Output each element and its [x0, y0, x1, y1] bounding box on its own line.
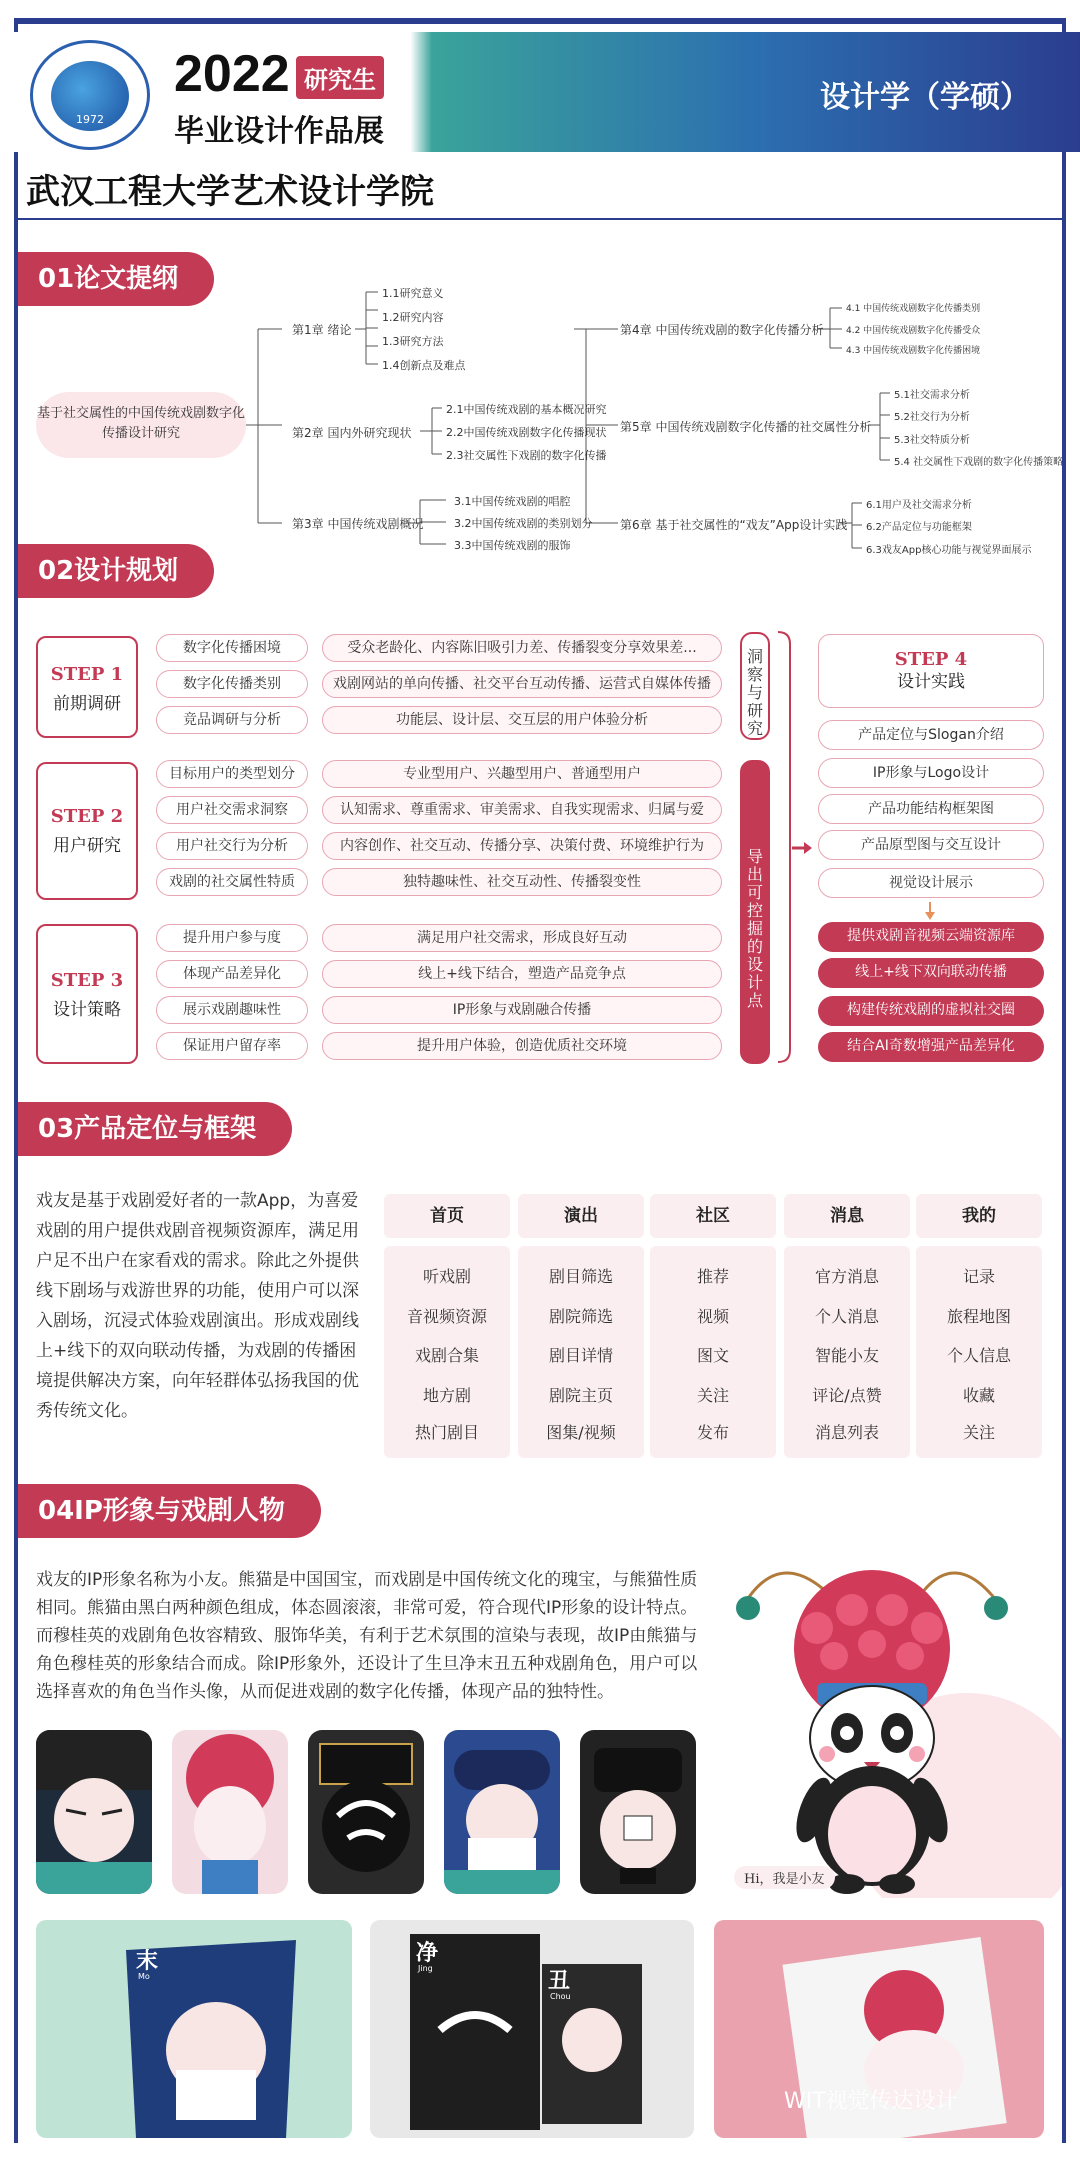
insight-bar: 洞察与研究 [740, 632, 770, 740]
framework-item: 听戏剧 [422, 1267, 471, 1286]
outline-item: 5.4 社交属性下戏剧的数字化传播策略 [894, 457, 1064, 468]
outline-item: 3.3中国传统戏剧的服饰 [454, 539, 571, 552]
framework-item: 剧目筛选 [548, 1267, 613, 1286]
framework-item: 消息列表 [814, 1423, 879, 1442]
framework-item: 地方剧 [422, 1386, 471, 1405]
outline-item: 2.1中国传统戏剧的基本概况研究 [446, 403, 607, 416]
poster-photo-jing-chou: 净 Jing 丑 Chou [370, 1920, 694, 2138]
plan-row-description: 戏剧网站的单向传播、社交平台互动传播、运营式自媒体传播 [322, 670, 722, 698]
framework-item: 个人信息 [946, 1346, 1011, 1365]
section-title-product: 03产品定位与框架 [18, 1102, 292, 1156]
outline-item: 3.1中国传统戏剧的唱腔 [454, 495, 571, 508]
section-title-plan: 02设计规划 [18, 544, 214, 598]
outline-chapter-1: 第1章 绪论 [292, 323, 352, 337]
plan-row-label: 竞品调研与分析 [156, 706, 308, 734]
framework-item: 个人消息 [814, 1307, 879, 1326]
plan-row-label: 用户社交需求洞察 [156, 796, 308, 824]
outline-item: 5.1社交需求分析 [894, 390, 970, 401]
framework-column-header: 消息 [784, 1194, 910, 1238]
outline-root-topic: 基于社交属性的中国传统戏剧数字化传播设计研究 [36, 392, 246, 458]
exhibition-title: 毕业设计作品展 [174, 114, 384, 149]
exhibition-year: 2022 [174, 45, 290, 103]
ip-description: 戏友的IP形象名称为小友。熊猫是中国国宝，而戏剧是中国传统文化的瑰宝，与熊猫性质相同。熊猫由黑白两种颜色组成，体态圆滚滚，非常可爱，符合现代IP形象的设计特点。而穆桂英的戏剧角色妆容精致、服饰华美，有利于艺术氛围的渲染与表现，故IP由熊猫与角色穆桂英的形象结合而成。除IP形象外，还设计了生旦净末丑五种戏剧角色，用户可以选择喜欢的角色当作头像，从而促进戏剧的数字化传播，体现产品的独特性。 [36, 1570, 698, 1702]
framework-item: 剧院主页 [548, 1386, 613, 1405]
outline-item: 2.3社交属性下戏剧的数字化传播 [446, 449, 607, 462]
framework-item: 推荐 [696, 1267, 729, 1286]
practice-item: IP形象与Logo设计 [818, 758, 1044, 788]
character-card-jing [308, 1730, 424, 1894]
outline-item: 4.1 中国传统戏剧数字化传播类别 [846, 304, 981, 314]
plan-row-description: 认知需求、尊重需求、审美需求、自我实现需求、归属与爱 [322, 796, 722, 824]
outcome-item: 线上+线下双向联动传播 [818, 958, 1044, 988]
poster-photo-mo: 末 Mo [36, 1920, 352, 2138]
framework-item: 剧院筛选 [548, 1307, 613, 1326]
framework-item: 官方消息 [814, 1267, 879, 1286]
framework-item: 记录 [962, 1267, 995, 1286]
outline-item: 5.3社交特质分析 [894, 435, 970, 446]
framework-column-header: 首页 [384, 1194, 510, 1238]
graduate-badge: 研究生 [296, 56, 384, 99]
outline-item: 2.2中国传统戏剧数字化传播现状 [446, 426, 607, 439]
outline-item: 6.3戏友App核心功能与视觉界面展示 [866, 545, 1032, 556]
framework-column-header: 社区 [650, 1194, 776, 1238]
plan-row-description: 功能层、设计层、交互层的用户体验分析 [322, 706, 722, 734]
plan-row-label: 用户社交行为分析 [156, 832, 308, 860]
step-3-box: STEP 3 设计策略 [36, 924, 138, 1064]
outline-item: 4.3 中国传统戏剧数字化传播困境 [846, 346, 981, 356]
framework-item: 收藏 [962, 1386, 995, 1405]
outline-item: 1.2研究内容 [382, 311, 444, 324]
framework-item: 戏剧合集 [414, 1346, 479, 1365]
framework-item: 热门剧目 [414, 1423, 479, 1442]
plan-row-description: 专业型用户、兴趣型用户、普通型用户 [322, 760, 722, 788]
major-title: 设计学（学硕） [820, 80, 1030, 115]
plan-row-description: 内容创作、社交互动、传播分享、决策付费、环境维护行为 [322, 832, 722, 860]
framework-column-header: 演出 [518, 1194, 644, 1238]
framework-item: 音视频资源 [406, 1307, 487, 1326]
watermark: WIT视觉传达设计 [784, 2089, 958, 2114]
plan-row-label: 体现产品差异化 [156, 960, 308, 988]
outcome-item: 提供戏剧音视频云端资源库 [818, 922, 1044, 952]
section-title-ip: 04IP形象与戏剧人物 [18, 1484, 321, 1538]
plan-row-label: 展示戏剧趣味性 [156, 996, 308, 1024]
outline-item: 6.1用户及社交需求分析 [866, 500, 972, 511]
plan-row-label: 戏剧的社交属性特质 [156, 868, 308, 896]
section-title-outline: 01论文提纲 [18, 252, 214, 306]
framework-item: 视频 [696, 1307, 729, 1326]
outline-chapter-5: 第5章 中国传统戏剧数字化传播的社交属性分析 [620, 420, 872, 434]
plan-row-label: 数字化传播困境 [156, 634, 308, 662]
step-2-box: STEP 2 用户研究 [36, 762, 138, 900]
outline-chapter-4: 第4章 中国传统戏剧的数字化传播分析 [620, 323, 824, 337]
practice-item: 产品功能结构框架图 [818, 794, 1044, 824]
framework-item: 图集/视频 [546, 1423, 616, 1442]
college-name: 武汉工程大学艺术设计学院 [26, 172, 434, 212]
plan-row-description: 线上+线下结合，塑造产品竞争点 [322, 960, 722, 988]
framework-item: 关注 [696, 1386, 729, 1405]
framework-item: 旅程地图 [946, 1307, 1011, 1326]
plan-row-label: 提升用户参与度 [156, 924, 308, 952]
plan-row-label: 保证用户留存率 [156, 1032, 308, 1060]
panda-mascot-illustration [722, 1548, 1062, 1898]
product-description: 戏友是基于戏剧爱好者的一款App，为喜爱戏剧的用户提供戏剧音视频资源库，满足用户足不出户在家看戏的需求。除此之外提供线下剧场与戏游世界的功能，使用户可以深入剧场，沉浸式体验戏剧演出。形成戏剧线上+线下的双向联动传播，为戏剧的传播困境提供解决方案，向年轻群体弘扬我国的优秀传统文化。 [36, 1191, 359, 1421]
outline-item: 4.2 中国传统戏剧数字化传播受众 [846, 326, 981, 336]
outline-item: 1.1研究意义 [382, 287, 444, 300]
plan-row-label: 目标用户的类型划分 [156, 760, 308, 788]
character-card-dan [172, 1730, 288, 1894]
plan-row-description: IP形象与戏剧融合传播 [322, 996, 722, 1024]
framework-item: 剧目详情 [548, 1346, 613, 1365]
step-4-box: STEP 4 设计实践 [818, 634, 1044, 708]
step-1-box: STEP 1 前期调研 [36, 636, 138, 738]
outline-chapter-6: 第6章 基于社交属性的“戏友”App设计实践 [620, 518, 848, 532]
framework-column-header: 我的 [916, 1194, 1042, 1238]
framework-item: 评论/点赞 [812, 1386, 882, 1405]
framework-item: 图文 [696, 1346, 729, 1365]
outline-chapter-2: 第2章 国内外研究现状 [292, 426, 412, 440]
outcome-item: 构建传统戏剧的虚拟社交圈 [818, 996, 1044, 1026]
plan-row-description: 受众老龄化、内容陈旧吸引力差、传播裂变分享效果差... [322, 634, 722, 662]
character-card-chou [580, 1730, 696, 1894]
framework-item: 智能小友 [814, 1346, 879, 1365]
university-logo: 1972 [30, 40, 150, 150]
outline-item: 5.2社交行为分析 [894, 412, 970, 423]
mascot-greeting: Hi，我是小友 [734, 1866, 835, 1889]
framework-item: 关注 [962, 1423, 995, 1442]
plan-row-label: 数字化传播类别 [156, 670, 308, 698]
character-card-mo [444, 1730, 560, 1894]
practice-item: 视觉设计展示 [818, 868, 1044, 898]
outcome-item: 结合AI奇数增强产品差异化 [818, 1032, 1044, 1062]
character-card-sheng [36, 1730, 152, 1894]
plan-row-description: 提升用户体验，创造优质社交环境 [322, 1032, 722, 1060]
plan-row-description: 独特趣味性、社交互动性、传播裂变性 [322, 868, 722, 896]
plan-row-description: 满足用户社交需求，形成良好互动 [322, 924, 722, 952]
outline-chapter-3: 第3章 中国传统戏剧概况 [292, 517, 424, 531]
outline-item: 1.3研究方法 [382, 335, 444, 348]
framework-item: 发布 [696, 1423, 729, 1442]
outline-item: 1.4创新点及难点 [382, 359, 466, 372]
derive-bar: 导出可控掘的设计点 [740, 760, 770, 1064]
practice-item: 产品原型图与交互设计 [818, 830, 1044, 860]
practice-item: 产品定位与Slogan介绍 [818, 720, 1044, 750]
outline-item: 3.2中国传统戏剧的类别划分 [454, 517, 593, 530]
outline-item: 6.2产品定位与功能框架 [866, 522, 972, 533]
